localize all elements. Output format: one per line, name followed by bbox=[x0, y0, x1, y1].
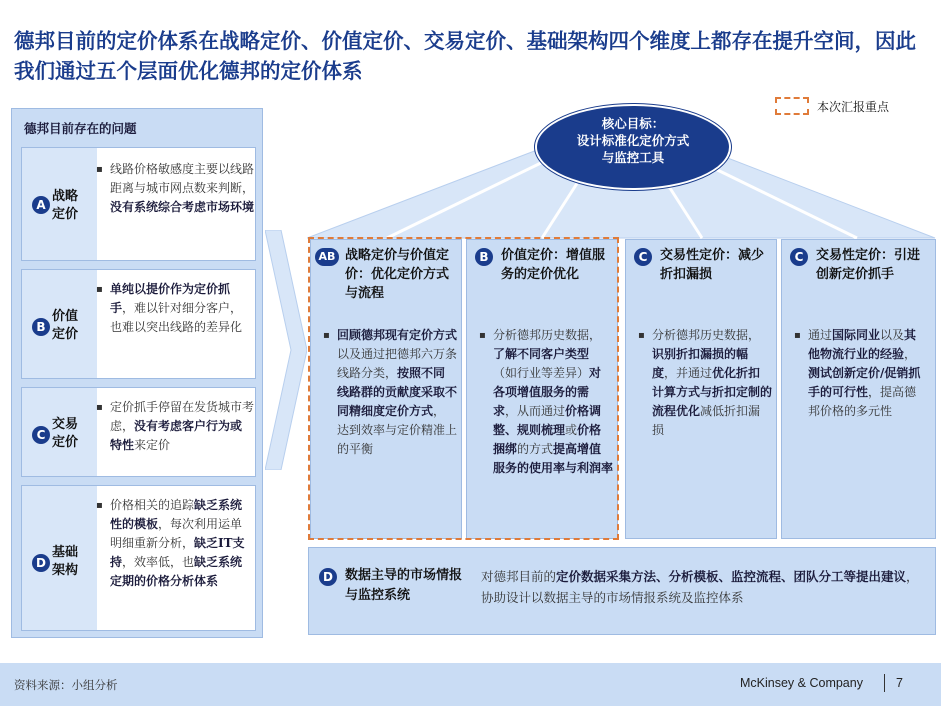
column-letter-badge: C bbox=[790, 248, 808, 266]
column-body-part: 的方式 bbox=[517, 442, 554, 456]
column-body-emphasis: 了解不同客户类型 bbox=[493, 347, 590, 361]
column-body bbox=[493, 326, 613, 478]
column-body-part: ，从而通过 bbox=[505, 404, 566, 418]
legend-dashed-box bbox=[775, 97, 809, 115]
issue-label-box bbox=[22, 270, 97, 378]
issue-text-part: 价格相关的追踪 bbox=[110, 498, 195, 512]
column-body bbox=[337, 326, 457, 459]
column-header bbox=[790, 246, 930, 284]
column-title: 战略定价与价值定价：优化定价方式与流程 bbox=[345, 248, 450, 301]
column-header bbox=[634, 246, 774, 284]
column-title: 价值定价：增值服务的定价优化 bbox=[501, 248, 606, 282]
issue-text-emphasis: 没有系统综合考虑市场环境 bbox=[110, 200, 255, 214]
core-goal-label: 核心目标： bbox=[601, 116, 665, 131]
core-goal-hub bbox=[535, 104, 731, 190]
issue-text-emphasis: 缺乏系统性的模板 bbox=[110, 498, 243, 531]
issue-text-emphasis: 没有考虑客户行为或特性 bbox=[110, 419, 243, 452]
issues-panel bbox=[11, 108, 263, 638]
source-note: 资料来源：小组分析 bbox=[14, 678, 118, 692]
issue-letter-badge: D bbox=[32, 554, 50, 572]
legend-label: 本次汇报重点 bbox=[817, 99, 890, 114]
column-innovation bbox=[781, 239, 936, 539]
issue-label: 交易定价 bbox=[52, 417, 79, 450]
column-title: 交易性定价：引进创新定价抓手 bbox=[816, 248, 921, 282]
panel-title: 数据主导的市场情报与监控系统 bbox=[345, 568, 463, 603]
column-body-emphasis: 测试创新定价/促销抓手的可行性 bbox=[808, 366, 921, 399]
issue-infrastructure bbox=[21, 485, 256, 631]
issue-text-emphasis: 单纯以提价作为定价抓手 bbox=[110, 282, 231, 315]
issue-description bbox=[110, 160, 254, 217]
issue-letter-badge: C bbox=[32, 426, 50, 444]
column-header bbox=[475, 246, 615, 284]
column-body-part: （如行业等差异） bbox=[493, 366, 590, 380]
column-letter-badge: AB bbox=[315, 248, 339, 266]
column-body-part: 分析德邦历史数据， bbox=[493, 328, 602, 342]
panel-letter-badge: D bbox=[319, 568, 337, 586]
column-body-part: 或 bbox=[565, 423, 578, 437]
column-value-added bbox=[466, 239, 618, 539]
panel-description bbox=[481, 566, 921, 608]
column-body-part: 分析德邦历史数据， bbox=[652, 328, 761, 342]
issue-description bbox=[110, 280, 254, 337]
issue-text-emphasis: 缺乏系统定期的价格分析体系 bbox=[110, 555, 243, 588]
issue-text-part: ，难以针对细分客户，也难以突出线路的差异化 bbox=[110, 301, 243, 334]
column-body-part: ， bbox=[904, 347, 917, 361]
issue-label: 价值定价 bbox=[52, 309, 79, 342]
issue-text-part: 来定价 bbox=[134, 438, 171, 452]
column-body-emphasis: 价格捆绑 bbox=[493, 423, 602, 456]
column-body-emphasis: 提高增值服务的使用率与利润率 bbox=[493, 442, 614, 475]
issue-text-part: 线路价格敏感度主要以线路距离与城市网点数来判断， bbox=[110, 162, 255, 195]
core-goal-text: 设计标准化定价方式与监控工具 bbox=[576, 133, 690, 165]
column-letter-badge: C bbox=[634, 248, 652, 266]
issue-value bbox=[21, 269, 256, 379]
column-body-part: ，提高德邦价格的多元性 bbox=[808, 385, 917, 418]
column-body-emphasis: 其他物流行业的经验 bbox=[808, 328, 917, 361]
page-number: 7 bbox=[896, 676, 903, 690]
issue-label-box bbox=[22, 388, 97, 476]
column-body-part: 减低折扣漏损 bbox=[652, 404, 761, 437]
flow-arrow-icon bbox=[265, 230, 307, 470]
column-body-emphasis: 按照不同线路群的贡献度采取不同精细度定价方式 bbox=[337, 366, 458, 418]
column-body-emphasis: 价格调整、规则梳理 bbox=[493, 404, 602, 437]
column-body-emphasis: 回顾德邦现有定价方式 bbox=[337, 328, 458, 342]
issue-label: 基础架构 bbox=[52, 545, 79, 578]
page-title: 德邦目前的定价体系在战略定价、价值定价、交易定价、基础架构四个维度上都存在提升空间，因此我们通过五个层面优化德邦的定价体系 bbox=[14, 29, 916, 83]
issue-description bbox=[110, 496, 254, 591]
column-body-part: 以及通过把德邦六万条线路分类， bbox=[337, 347, 458, 380]
footer-divider bbox=[884, 674, 885, 692]
issues-panel-title: 德邦目前存在的问题 bbox=[24, 121, 137, 136]
panel-text-part: ，协助设计以数据主导的市场情报系统及监控体系 bbox=[481, 569, 919, 605]
issue-label-box bbox=[22, 148, 97, 260]
data-driven-panel bbox=[308, 547, 936, 635]
column-body-part: ，并通过 bbox=[664, 366, 713, 380]
issue-letter-badge: B bbox=[32, 318, 50, 336]
column-body-emphasis: 优化折扣计算方式与折扣定制的流程优化 bbox=[652, 366, 773, 418]
issue-text-emphasis: 缺乏IT支持 bbox=[110, 536, 245, 569]
issue-text-part: 定价抓手停留在发货城市考虑， bbox=[110, 400, 255, 433]
legend bbox=[775, 95, 889, 117]
issue-text-part: ，每次利用运单明细重新分析， bbox=[110, 517, 243, 550]
panel-text-part: 对德邦目前的 bbox=[481, 569, 557, 584]
column-body-part: 以及 bbox=[880, 328, 905, 342]
issue-transaction bbox=[21, 387, 256, 477]
column-body-part: 通过 bbox=[808, 328, 833, 342]
brand-name: McKinsey & Company bbox=[740, 676, 863, 690]
issue-letter-badge: A bbox=[32, 196, 50, 214]
column-title: 交易性定价：减少折扣漏损 bbox=[660, 248, 765, 282]
issue-label: 战略定价 bbox=[52, 189, 79, 222]
issue-strategic bbox=[21, 147, 256, 261]
column-body bbox=[808, 326, 928, 421]
column-letter-badge: B bbox=[475, 248, 493, 266]
footer bbox=[0, 663, 941, 706]
column-header bbox=[319, 246, 459, 303]
issue-text-part: ，效率低，也 bbox=[122, 555, 195, 569]
column-body-part: ，达到效率与定价精准上的平衡 bbox=[337, 404, 458, 456]
column-body-emphasis: 对各项增值服务的需求 bbox=[493, 366, 602, 418]
column-body bbox=[652, 326, 772, 440]
column-discount-leakage bbox=[625, 239, 777, 539]
issue-description bbox=[110, 398, 254, 455]
issue-label-box bbox=[22, 486, 97, 630]
column-body-emphasis: 识别折扣漏损的幅度 bbox=[652, 347, 749, 380]
panel-text-emphasis: 定价数据采集方法、分析模板、监控流程、团队分工等提出建议 bbox=[556, 569, 907, 584]
column-body-emphasis: 国际同业 bbox=[832, 328, 881, 342]
column-strategic-value bbox=[310, 239, 462, 539]
